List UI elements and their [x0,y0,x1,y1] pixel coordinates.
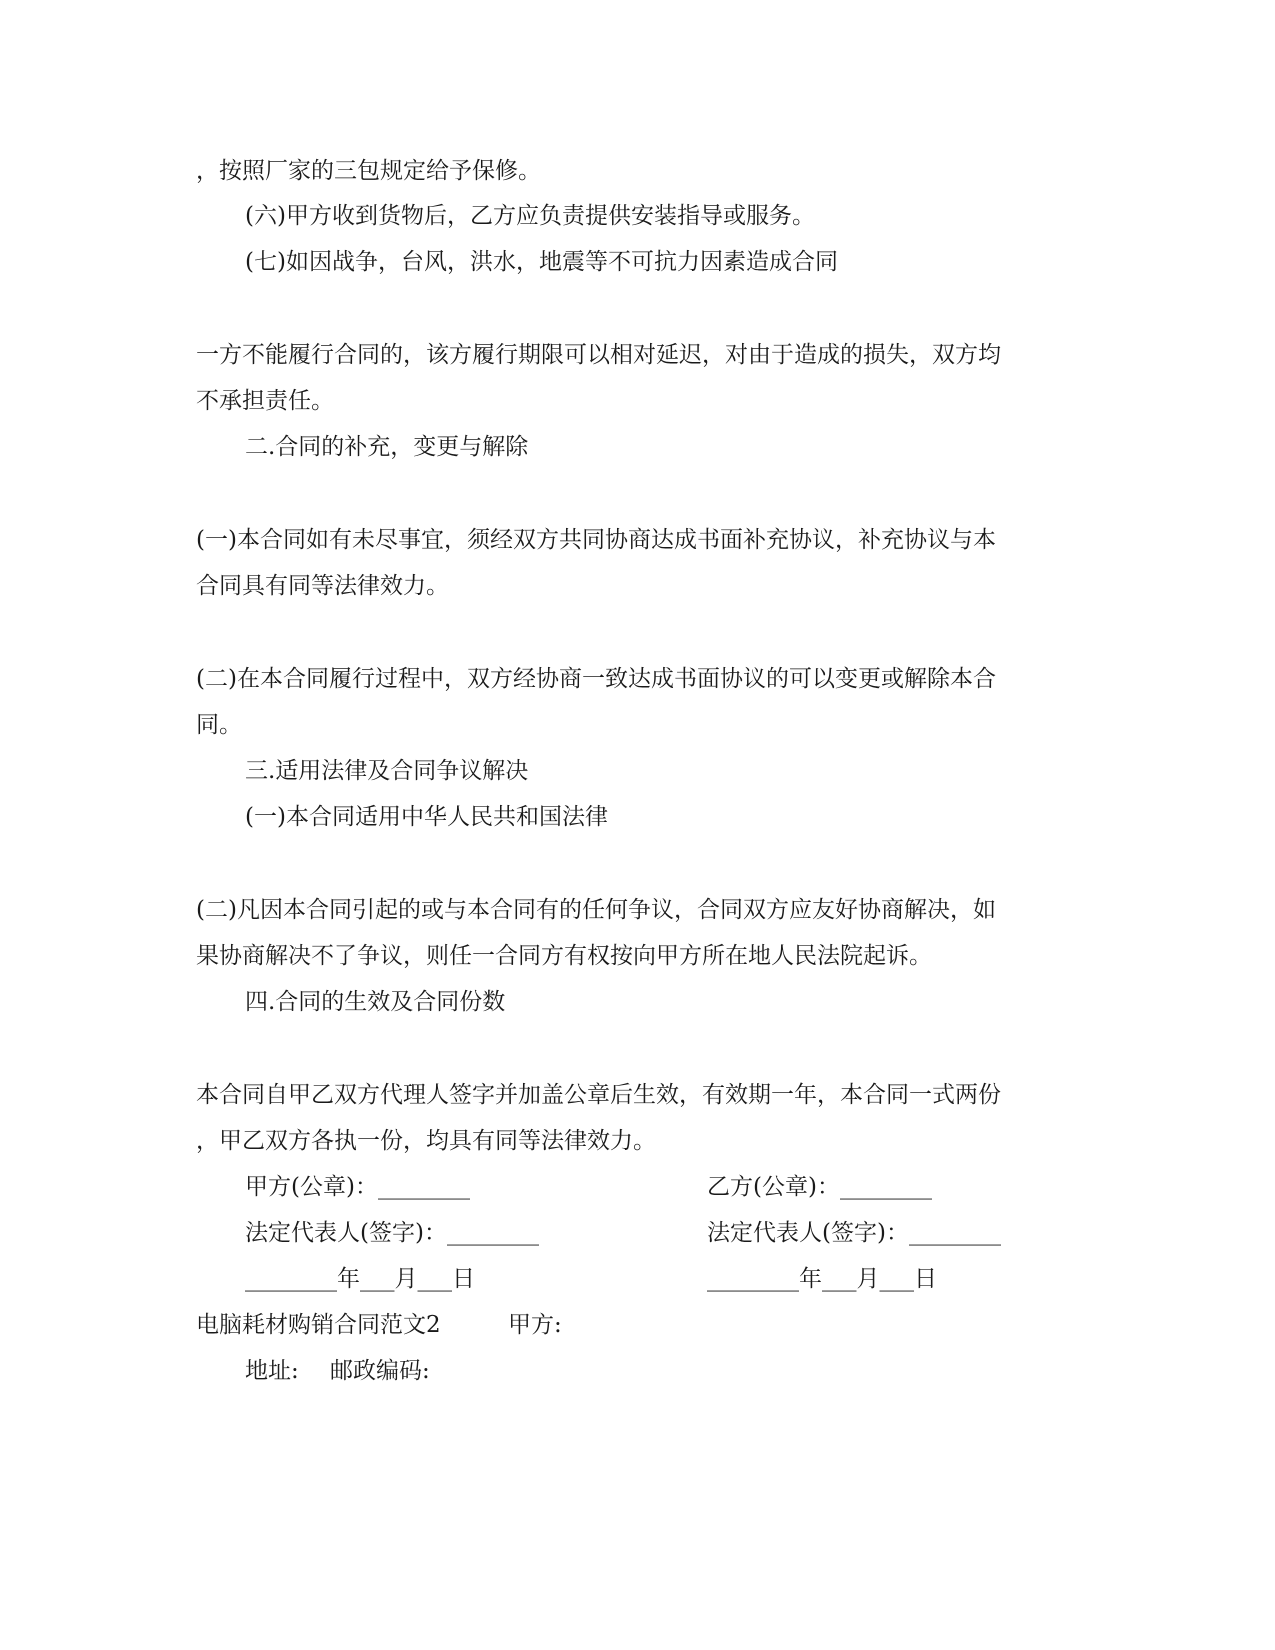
party-b-rep-field: 法定代表人(签字)：________ [707,1220,1001,1246]
next-section-title: 电脑耗材购销合同范文2 [196,1312,441,1338]
paragraph-line: ，甲乙双方各执一份，均具有同等法律效力。 [196,1128,656,1154]
section-heading-3: 三.适用法律及合同争议解决 [245,758,529,784]
clause-2-1: (一)本合同如有未尽事宜，须经双方共同协商达成书面补充协议，补充协议与本 [196,527,996,553]
postcode-label: 邮政编码: [330,1358,430,1384]
clause-3-1: (一)本合同适用中华人民共和国法律 [245,804,608,830]
party-a-date-field: ________年___月___日 [245,1266,475,1292]
paragraph-line: ，按照厂家的三包规定给予保修。 [196,158,541,184]
section-heading-2: 二.合同的补充，变更与解除 [245,434,529,460]
section-heading-4: 四.合同的生效及合同份数 [245,989,506,1015]
party-a-seal-field: 甲方(公章)：________ [245,1174,470,1200]
clause-six: (六)甲方收到货物后，乙方应负责提供安装指导或服务。 [245,203,815,229]
clause-2-2: (二)在本合同履行过程中，双方经协商一致达成书面协议的可以变更或解除本合 [196,666,996,692]
party-a-rep-field: 法定代表人(签字)：________ [245,1220,539,1246]
paragraph-line: 同。 [196,712,242,738]
paragraph-line: 合同具有同等法律效力。 [196,573,449,599]
party-b-date-field: ________年___月___日 [707,1266,937,1292]
address-label: 地址: [245,1358,299,1384]
party-b-seal-field: 乙方(公章)：________ [707,1174,932,1200]
paragraph-line: 一方不能履行合同的，该方履行期限可以相对延迟，对由于造成的损失，双方均 [196,342,1001,368]
paragraph-line: 不承担责任。 [196,388,334,414]
party-a-label: 甲方: [508,1312,562,1338]
paragraph-line: 本合同自甲乙双方代理人签字并加盖公章后生效，有效期一年，本合同一式两份 [196,1082,1001,1108]
paragraph-line: 果协商解决不了争议，则任一合同方有权按向甲方所在地人民法院起诉。 [196,943,932,969]
clause-seven: (七)如因战争，台风，洪水，地震等不可抗力因素造成合同 [245,249,838,275]
clause-3-2: (二)凡因本合同引起的或与本合同有的任何争议，合同双方应友好协商解决，如 [196,897,996,923]
